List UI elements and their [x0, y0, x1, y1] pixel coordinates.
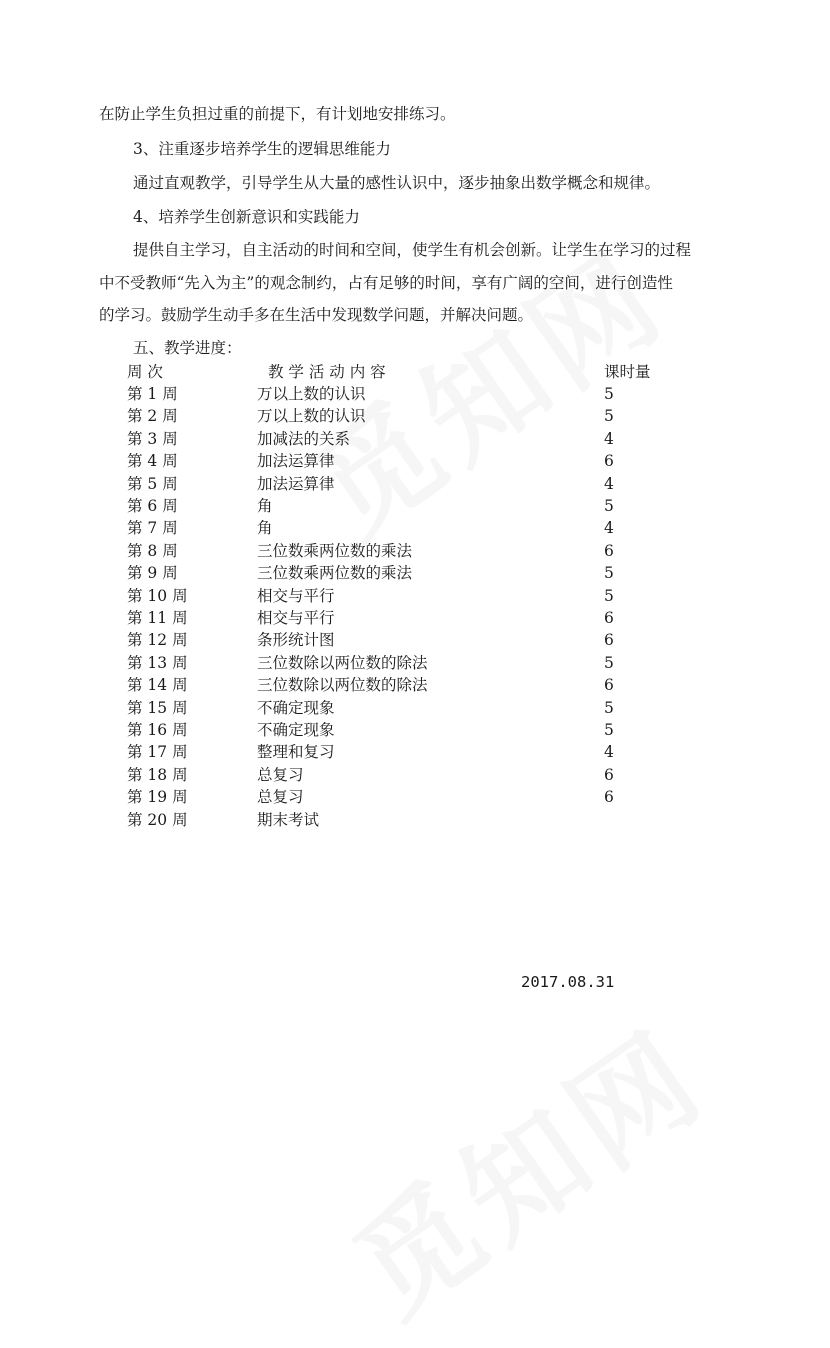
- cell-week: 第 5 周: [127, 474, 178, 493]
- cell-content: 三位数乘两位数的乘法: [257, 541, 413, 560]
- cell-hours: 5: [604, 497, 614, 515]
- cell-content: 整理和复习: [257, 743, 335, 762]
- cell-content: 总复习: [257, 765, 304, 784]
- cell-content: 相交与平行: [257, 609, 335, 627]
- cell-hours: 6: [604, 765, 614, 784]
- cell-hours: 6: [604, 676, 614, 695]
- cell-content: 万以上数的认识: [257, 385, 366, 403]
- cell-week: 第 6 周: [127, 497, 178, 515]
- cell-content: 条形统计图: [257, 631, 335, 650]
- cell-week: 第 19 周: [127, 788, 188, 807]
- cell-week: 第 14 周: [127, 676, 188, 695]
- heading-4: 4、培养学生创新意识和实践能力: [133, 208, 360, 226]
- cell-week: 第 10 周: [127, 586, 188, 605]
- cell-hours: 6: [604, 609, 614, 627]
- document-date: 2017.08.31: [521, 973, 615, 991]
- cell-week: 第 17 周: [127, 743, 188, 762]
- cell-content: 三位数除以两位数的除法: [257, 676, 428, 695]
- cell-content: 期末考试: [257, 810, 320, 829]
- cell-week: 第 7 周: [127, 519, 178, 538]
- cell-hours: 4: [604, 429, 614, 448]
- cell-hours: 6: [604, 788, 614, 807]
- cell-hours: 5: [604, 407, 614, 426]
- cell-hours: 5: [604, 698, 614, 717]
- cell-week: 第 16 周: [127, 721, 188, 739]
- cell-week: 第 2 周: [127, 407, 178, 426]
- section-5-heading: 五、教学进度：: [133, 339, 242, 357]
- cell-content: 三位数乘两位数的乘法: [257, 564, 413, 583]
- heading-3: 3、注重逐步培养学生的逻辑思维能力: [133, 140, 391, 158]
- cell-week: 第 8 周: [127, 541, 178, 560]
- cell-content: 总复习: [257, 788, 304, 807]
- cell-hours: 5: [604, 721, 614, 739]
- cell-week: 第 15 周: [127, 698, 188, 717]
- cell-week: 第 9 周: [127, 564, 178, 583]
- cell-week: 第 12 周: [127, 631, 188, 650]
- cell-content: 角: [257, 497, 273, 515]
- cell-content: 三位数除以两位数的除法: [257, 653, 428, 672]
- paragraph-3-line-1: 提供自主学习，自主活动的时间和空间，使学生有机会创新。让学生在学习的过程: [133, 241, 692, 259]
- cell-content: 不确定现象: [257, 721, 335, 739]
- cell-content: 加减法的关系: [257, 429, 351, 448]
- cell-hours: 4: [604, 519, 614, 538]
- cell-content: 万以上数的认识: [257, 407, 366, 426]
- cell-hours: 6: [604, 541, 614, 560]
- cell-hours: 5: [604, 385, 614, 403]
- paragraph-3-line-3: 的学习。鼓励学生动手多在生活中发现数学问题，并解决问题。: [99, 306, 534, 324]
- cell-hours: 6: [604, 631, 614, 650]
- cell-week: 第 4 周: [127, 452, 178, 471]
- cell-week: 第 11 周: [127, 609, 188, 627]
- cell-content: 加法运算律: [257, 452, 335, 471]
- watermark-bottom: [316, 984, 734, 1348]
- cell-hours: 4: [604, 743, 614, 762]
- cell-hours: 4: [604, 474, 614, 493]
- cell-hours: 5: [604, 564, 614, 583]
- cell-content: 相交与平行: [257, 586, 335, 605]
- cell-week: 第 18 周: [127, 765, 188, 784]
- cell-content: 加法运算律: [257, 474, 335, 493]
- header-hours: 课时量: [604, 363, 651, 381]
- paragraph-3-line-2: 中不受教师“先入为主”的观念制约，占有足够的时间，享有广阔的空间，进行创造性: [99, 274, 673, 292]
- cell-hours: 5: [604, 653, 614, 672]
- cell-hours: 6: [604, 452, 614, 471]
- cell-content: 角: [257, 519, 273, 538]
- cell-content: 不确定现象: [257, 698, 335, 717]
- cell-week: 第 13 周: [127, 653, 188, 672]
- cell-hours: 5: [604, 586, 614, 605]
- header-week: 周 次: [127, 363, 163, 381]
- cell-week: 第 1 周: [127, 385, 178, 403]
- paragraph-1: 在防止学生负担过重的前提下，有计划地安排练习。: [99, 105, 456, 123]
- cell-week: 第 3 周: [127, 429, 178, 448]
- cell-week: 第 20 周: [127, 810, 188, 829]
- paragraph-2: 通过直观教学，引导学生从大量的感性认识中，逐步抽象出数学概念和规律。: [133, 174, 661, 192]
- header-content: 教 学 活 动 内 容: [268, 363, 386, 381]
